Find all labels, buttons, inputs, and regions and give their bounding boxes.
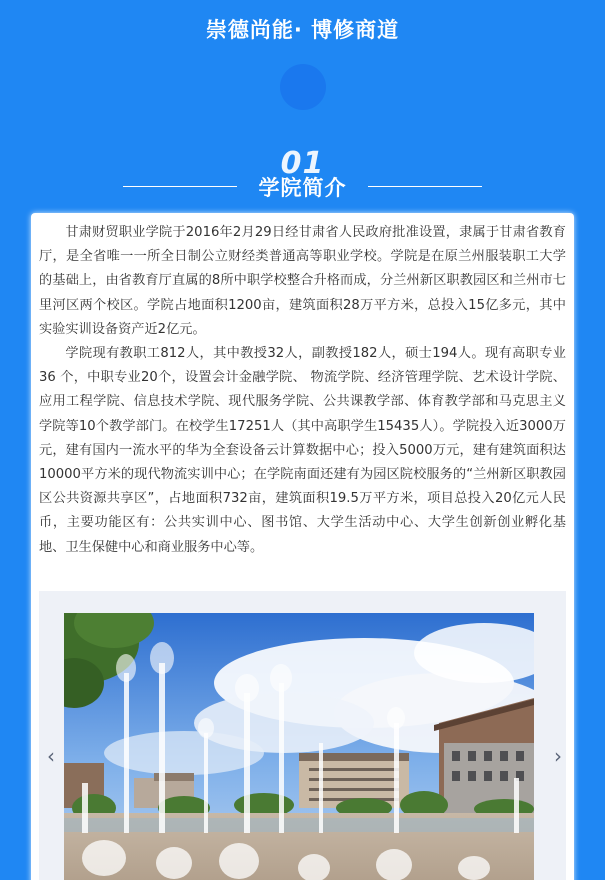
intro-text [31, 213, 574, 560]
campus-photo-carousel[interactable] [39, 591, 566, 880]
section-title-row [0, 172, 605, 202]
section-number: 01 [280, 146, 325, 181]
intro-card [31, 213, 574, 880]
section-title: 学院简介 [258, 176, 347, 200]
motto-heading: 崇德尚能· 博修商道 [205, 18, 400, 42]
intro-paragraph-1: 甘肃财贸职业学院于2016年2月29日经甘肃省人民政府批准设置，隶属于甘肃省教育厅，是全省唯一一所全日制公立财经类普通高等职业学校。学院是在原兰州服装职工大学的基础上，由省教育厅直属的8所中职学校整合升格而成，分兰州新区职教园区和兰州市七里河区两个校区。学院占地面积1200亩，建筑面积28万平方米，总投入15亿多元，其中实验实训设备资产近2亿元。 [39, 225, 566, 337]
title-divider-right [368, 186, 482, 187]
intro-paragraph-2: 学院现有教职工812人，其中教授32人，副教授182人，硕士194人。现有高职专业 36 个，中职专业20个，设置会计金融学院、 物流学院、经济管理学院、艺术设计学院、应用工程学院、信息技术学院、现代服务学院、公共课教学部、体育教学部和马克思主义学院等10个教学部门。在校学生17251人（其中高职学生15435人）。学院投入近3000万元，建有国内一流水平的华为全套设备云计算数据中心；投入5000万元，建有建筑面积达10000平方米的现代物流实训中心；在学院南面还建有为园区院校服务的“兰州新区职教园区公共资源共享区”，占地面积732亩，建筑面积19.5万平方米，项目总投入20亿元人民币，主要功能区有：公共实训中心、图书馆、大学生活动中心、大学生创新创业孵化基地、卫生保健中心和商业服务中心等。 [39, 346, 566, 555]
decorative-circle [280, 64, 326, 110]
chevron-right-icon[interactable]: › [554, 744, 562, 768]
chevron-left-icon[interactable]: ‹ [47, 744, 55, 768]
campus-fountain-photo [64, 613, 534, 880]
